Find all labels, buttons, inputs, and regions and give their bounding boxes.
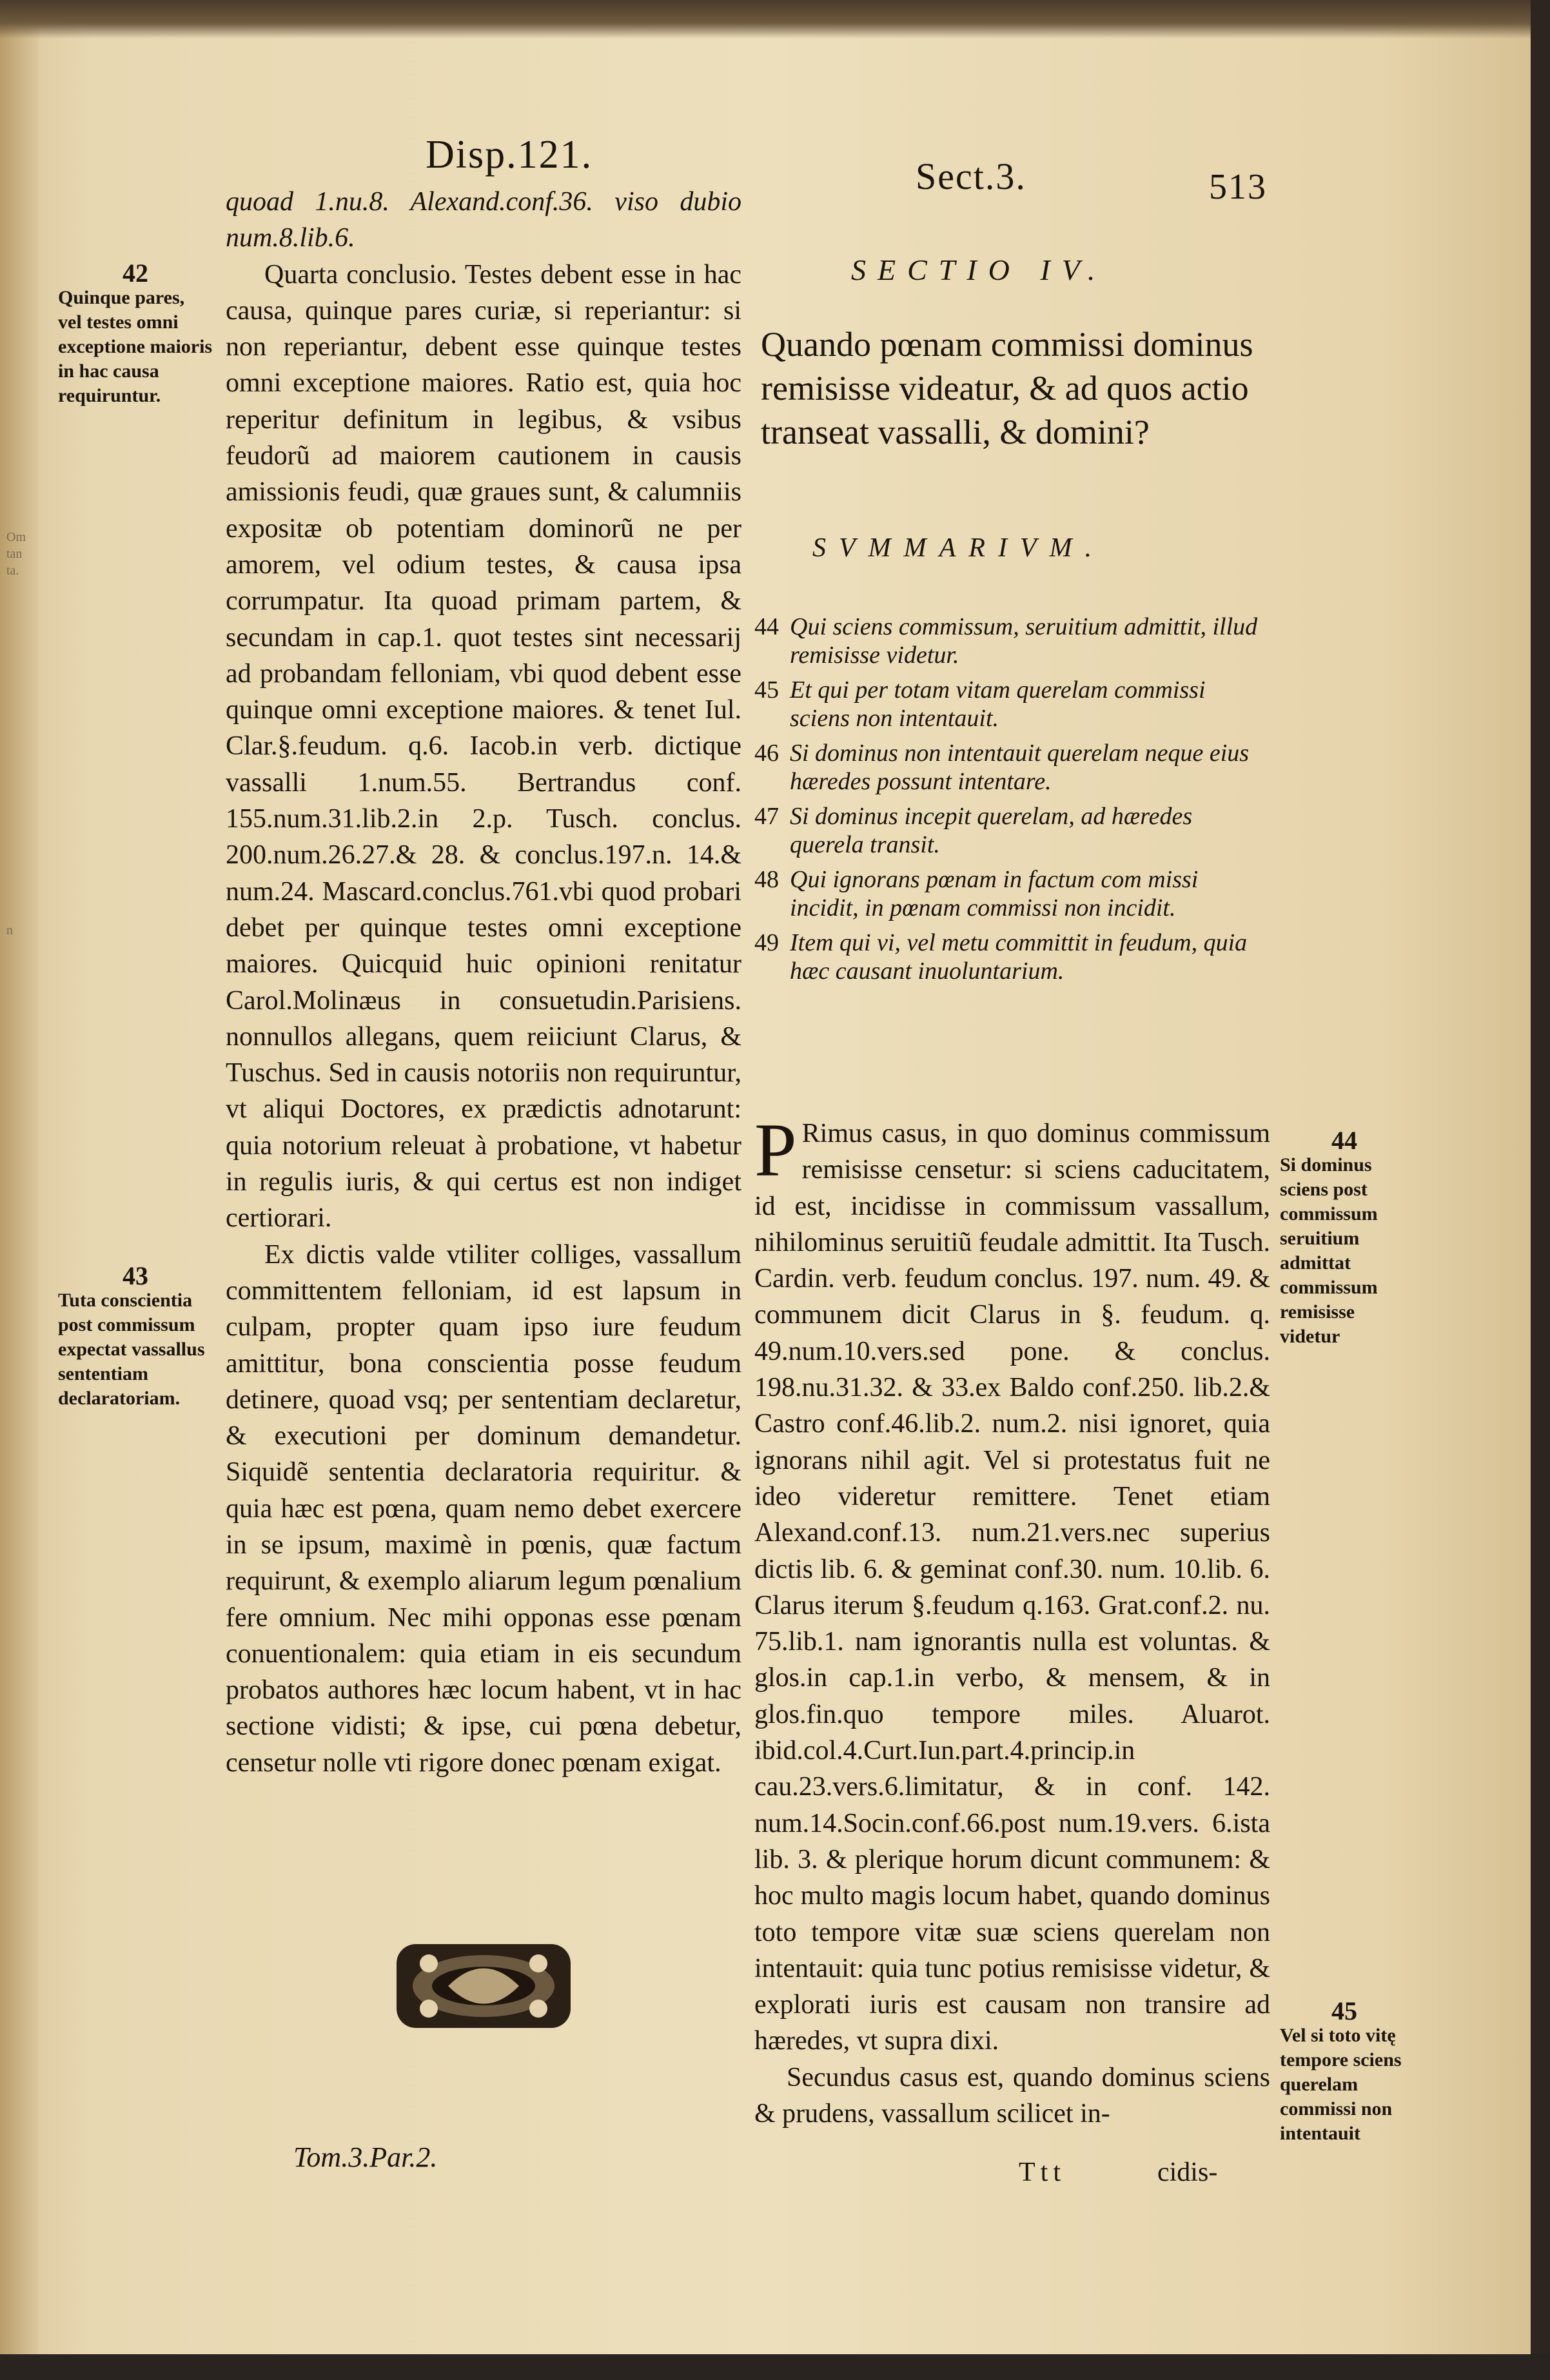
summary-item xyxy=(754,676,1270,733)
volume-footer: Tom.3.Par.2. xyxy=(293,2141,438,2173)
woodcut-ornament-icon xyxy=(390,1938,577,2034)
summary-item xyxy=(754,739,1270,796)
summary-item-text: Et qui per totam vitam querelam commissi sciens non intentauit. xyxy=(790,676,1206,732)
margin-note-number: 44 xyxy=(1331,1126,1357,1155)
left-margin-note-42 xyxy=(58,261,213,408)
gutter-bleed-fragment: Om tan ta. xyxy=(6,530,26,578)
summary-label: SVMMARIVM. xyxy=(812,533,1105,563)
left-margin-note-43 xyxy=(58,1261,213,1411)
page-bottom-edge xyxy=(0,2354,1550,2380)
right-para-1-text: Rimus casus, in quo dominus commissum remisisse censetur: si sciens caducitatem, id est, incidisse in commissum vassallum, nihilominus seruitiũ feudale admittit. Ita Tusch. Cardin. verb. feudum conclus. 197. num. 49. & communem dicit Clarus in §. feudum. q. 49.num.10.vers.sed pone. & conclus. 198.nu.31.32. & 33.ex Baldo conf.250. lib.2.& Castro conf.46.lib.2. num.2. nisi ignoret, quia ignorans nihil agit. Vel si protestatus fuit ne ideo videretur remittere. Tenet etiam Alexand.conf.13. num.21.vers.nec superius dictis lib. 6. & geminat conf.30. num. 10.lib. 6. Clarus iterum §.feudum q.163. Grat.conf.2. nu. 75.lib.1. nam ignorantis nulla est voluntas. & glos.in cap.1.in verbo, & mensem, & in glos.fin.quo tempore miles. Aluarot. ibid.col.4.Curt.Iun.part.4.princip.in cau.23.vers.6.limitatur, & in conf. 142. num.14.Socin.conf.66.post num.19.vers. 6.ista lib. 3. & plerique horum dicunt communem: & hoc multo magis locum habet, quando dominus toto tempore vitæ suæ sciens querelam non intentauit: quia tunc potius remisisse videtur, & explorati iuris est causam non transire ad hæredes, vt supra dixi. xyxy=(754,1119,1270,2056)
margin-note-text: Tuta conscientia post commissum expectat vassallus sententiam declaratoriam. xyxy=(58,1290,205,1409)
summary-item-text: Qui ignorans pœnam in factum com missi incidit, in pœnam commissi non incidit. xyxy=(790,866,1199,921)
summary-item xyxy=(754,929,1270,985)
summary-item-number: 47 xyxy=(754,803,779,830)
section-question: Quando pœnam commissi dominus remisisse videatur, & ad quos actio transeat vassalli, & domini? xyxy=(761,325,1253,451)
summary-item-text: Si dominus incepit querelam, ad hæredes querela transit. xyxy=(790,803,1193,858)
summary-item xyxy=(754,613,1270,669)
summary-item-number: 49 xyxy=(754,929,779,956)
summary-item xyxy=(754,865,1270,922)
left-para-1: quoad 1.nu.8. Alexand.conf.36. viso dubio num.8.lib.6. xyxy=(226,187,741,253)
summary-list xyxy=(754,613,1270,992)
running-head-left: Disp.121. xyxy=(426,133,593,177)
right-para-1 xyxy=(754,1108,1270,2060)
gutter-bleed-fragment: n xyxy=(6,923,13,938)
summary-item-text: Si dominus non intentauit querelam neque eius hæredes possunt intentare. xyxy=(790,740,1250,795)
right-margin-note-44 xyxy=(1280,1128,1409,1349)
summary-item-text: Item qui vi, vel metu committit in feudum, quia hæc causant inuoluntarium. xyxy=(790,929,1248,985)
section-title: SECTIO IV. xyxy=(851,253,1107,286)
margin-note-text: Si dominus sciens post commissum seruitium admittat commissum remisisse videtur xyxy=(1280,1154,1378,1347)
summary-item-number: 46 xyxy=(754,740,779,767)
top-edge-shadow xyxy=(0,0,1550,39)
left-para-3: Ex dictis valde vtiliter colliges, vassallum committentem felloniam, id est lapsum in culpam, propter quam ipso iure feudum amittitur, bona conscientia posse feudum detinere, quoad vsq; per sententiam declaretur, & executioni per dominum demandetur. Siquidẽ sententia declaratoria requiritur. & quia hæc est pœna, quam nemo debet exercere in se ipsum, maximè in pœnis, quæ factum requirunt, & exemplo aliarum legum pœnalium fere omnium. Nec mihi opponas esse pœnam conuentionalem: quia etiam in eis secundum probatos authores hæc locum habent, vt in hac sectione vidisti; & ipse, cui pœna debetur, censetur nolle vti rigore donec pœnam exigat. xyxy=(226,1239,741,1778)
right-column xyxy=(754,1108,1270,2132)
right-para-2: Secundus casus est, quando dominus sciens & prudens, vassallum scilicet in- xyxy=(754,2062,1270,2129)
catchword: cidis- xyxy=(1157,2158,1218,2187)
summary-item-number: 45 xyxy=(754,676,779,703)
signature-mark: Ttt xyxy=(1019,2158,1066,2187)
summary-item-number: 48 xyxy=(754,866,779,893)
summary-item xyxy=(754,802,1270,859)
left-para-2: Quarta conclusio. Testes debent esse in hac causa, quinque pares curiæ, si reperiantur: si non reperiantur, debent esse quinque testes omni exceptione maiores. Ratio est, quia hoc reperitur definitum in legibus, & vsibus feudorũ ad maiorem cautionem in causis amissionis feudi, quæ graues sunt, & calumniis expositæ ob potentiam dominorũ ne per amorem, vel odium testes, & causa ipsa corrumpatur. Ita quoad primam partem, & secundam in cap.1. quot testes sint necessarij ad probandam felloniam, vbi quod debent esse quinque omni exceptione maiores. & tenet Iul. Clar.§.feudum. q.6. Iacob.in verb. dictique vassalli 1.num.55. Bertrandus conf. 155.num.31.lib.2.in 2.p. Tusch. conclus. 200.num.26.27.& 28. & conclus.197.n. 14.& num.24. Mascard.conclus.761.vbi quod probari debet per quinque testes omni exceptione maiores. Quicquid huic opinioni renitatur Carol.Molinæus in consuetudin.Parisiens. nonnullos allegans, quem reiiciunt Clarus, & Tuschus. Sed in causis notoriis non requiruntur, vt aliqui Doctores, ex prædictis adnotarunt: quia notorium releuat à probatione, vt habetur in regulis iuris, & qui certus est non indiget certiorari. xyxy=(226,259,741,1234)
right-margin-note-45 xyxy=(1280,1996,1409,2146)
binding-gutter xyxy=(0,0,39,2380)
page-number: 513 xyxy=(1209,167,1267,207)
page-right-edge xyxy=(1531,0,1550,2380)
margin-note-text: Vel si toto vitę tempore sciens querelam commissi non intentauit xyxy=(1280,2025,1402,2144)
summary-item-number: 44 xyxy=(754,613,779,640)
margin-note-number: 42 xyxy=(123,259,148,288)
margin-note-number: 45 xyxy=(1331,1996,1357,2025)
drop-cap: P xyxy=(754,1108,797,1192)
margin-note-text: Quinque pares, vel testes omni exceptione maioris in hac causa requiruntur. xyxy=(58,287,213,406)
running-head-section: Sect.3. xyxy=(916,155,1026,197)
summary-item-text: Qui sciens commissum, seruitium admittit, illud remisisse videtur. xyxy=(790,613,1258,669)
left-column xyxy=(226,184,741,1781)
margin-note-number: 43 xyxy=(123,1261,148,1290)
